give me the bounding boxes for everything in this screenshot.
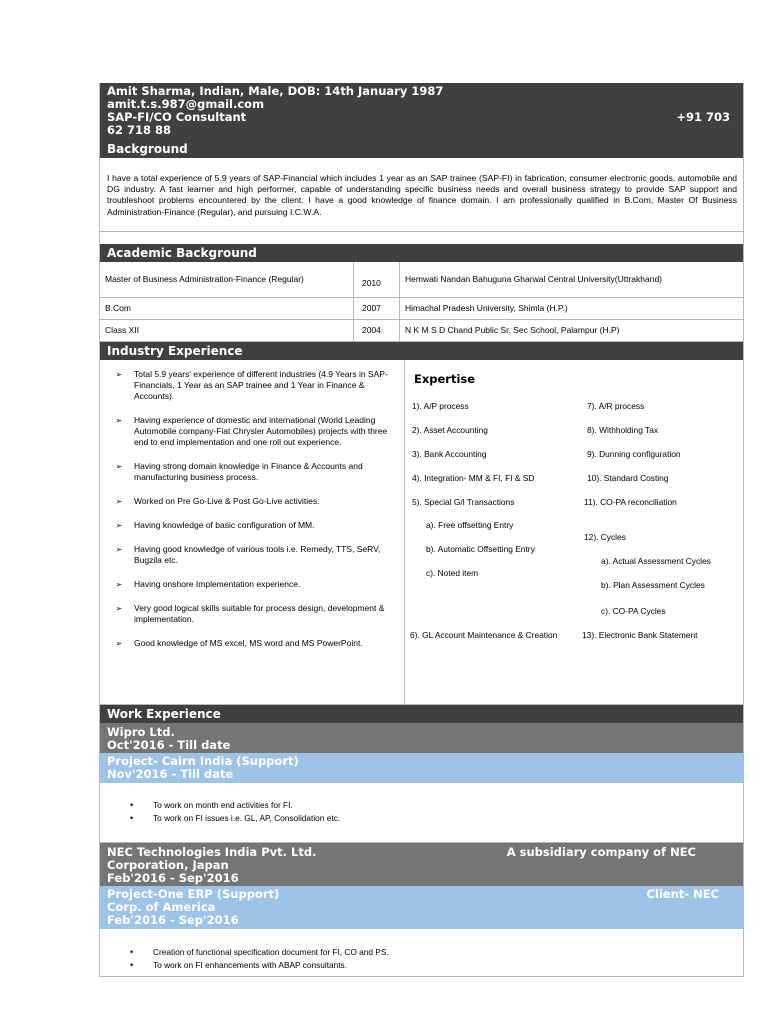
industry-bullet-item [100, 496, 404, 507]
expertise-item: 4). Integration- MM & FI, FI & SD [412, 472, 535, 483]
expertise-item: 5). Special G/l Transactions [412, 496, 515, 507]
industry-bullet-text: Having strong domain knowledge in Finance & Accounts and manufacturing business process. [134, 460, 363, 482]
resume-header [100, 83, 743, 140]
bullet-dot-icon: • [130, 959, 134, 970]
responsibility-item [130, 946, 743, 959]
role-row [107, 111, 736, 124]
industry-bullet-text: Having onshore Implementation experience. [134, 578, 301, 589]
company-subsidiary: A subsidiary company of NEC [506, 844, 696, 859]
academic-row [100, 297, 743, 319]
expertise-subitem: c). Noted item [426, 567, 479, 578]
employment-period: Oct'2016 - Till date [107, 737, 231, 752]
company-name: Wipro Ltd. [107, 724, 175, 739]
job-title: SAP-FI/CO Consultant [107, 110, 247, 124]
industry-bullet-item [100, 603, 404, 625]
responsibility-text: To work on FI enhancements with ABAP consultants. [153, 959, 348, 970]
industry-bullet-text: Worked on Pre Go-Live & Post Go-Live activities. [134, 495, 320, 506]
phone-number-part2: 62 718 88 [107, 123, 172, 137]
section-title-work: Work Experience [100, 705, 743, 723]
expertise-subitem: b). Plan Assessment Cycles [601, 579, 705, 590]
expertise-subitem: a). Actual Assessment Cycles [601, 555, 711, 566]
arrow-bullet-icon: ➢ [115, 638, 123, 648]
academic-row [100, 262, 743, 298]
academic-row [100, 319, 743, 341]
expertise-item: 2). Asset Accounting [412, 424, 488, 435]
bullet-dot-icon: • [130, 946, 134, 957]
responsibility-text: To work on month end activities for FI. [153, 799, 293, 810]
resume-document [99, 83, 744, 977]
nec-responsibilities [100, 929, 743, 976]
employment-period: Feb'2016 - Sep'2016 [107, 870, 239, 885]
personal-info: Amit Sharma, Indian, Male, DOB: 14th January 1987 [107, 84, 444, 98]
academic-year: 2007 [354, 297, 400, 319]
industry-bullet-item [100, 579, 404, 590]
project-client: Client- NEC [646, 886, 719, 901]
project-header-cairn [100, 753, 743, 783]
nec-company-row [107, 846, 736, 859]
arrow-bullet-icon: ➢ [115, 603, 123, 613]
expertise-item: 13). Electronic Bank Statement [582, 629, 698, 640]
bullet-dot-icon: • [130, 799, 134, 810]
arrow-bullet-icon: ➢ [115, 544, 123, 554]
academic-institution: Himachal Pradesh University, Shimla (H.P.) [400, 297, 744, 319]
industry-bullet-item [100, 415, 404, 448]
academic-institution: N K M S D Chand Public Sr. Sec School, Palampur (H.P) [400, 319, 744, 341]
expertise-item: 6). GL Account Maintenance & Creation [410, 629, 558, 640]
academic-table [100, 262, 743, 342]
industry-bullet-text: Total 5.9 years' experience of different industries (4.9 Years in SAP-Financials, 1 Year as an SAP trainee and 1 Year in Finance & Accounts). [134, 368, 388, 401]
responsibility-text: Creation of functional specification document for FI, CO and PS. [153, 946, 389, 957]
expertise-subitem: c). CO-PA Cycles [601, 605, 666, 616]
arrow-bullet-icon: ➢ [115, 496, 123, 506]
industry-bullet-item [100, 369, 404, 402]
section-title-industry: Industry Experience [100, 342, 743, 360]
expertise-item: 11). CO-PA reconciliation [584, 496, 677, 507]
company-name-cont: Corporation, Japan [107, 857, 229, 872]
project-name: Project-One ERP (Support) [107, 886, 280, 901]
responsibility-text: To work on FI issues i.e. GL, AP, Consolidation etc. [153, 812, 341, 823]
company-name: NEC Technologies India Pvt. Ltd. [107, 844, 317, 859]
industry-bullet-text: Good knowledge of MS excel, MS word and MS PowerPoint. [134, 637, 363, 648]
industry-bullet-item [100, 638, 404, 649]
arrow-bullet-icon: ➢ [115, 461, 123, 471]
arrow-bullet-icon: ➢ [115, 579, 123, 589]
industry-bullet-text: Having knowledge of basic configuration of MM. [134, 519, 315, 530]
arrow-bullet-icon: ➢ [115, 369, 123, 379]
expertise-title: Expertise [414, 371, 476, 386]
expertise-item: 10). Standard Costing [587, 472, 669, 483]
section-title-academic: Academic Background [100, 244, 743, 262]
academic-degree: Master of Business Administration-Finance (Regular) [100, 262, 354, 298]
industry-bullet-item [100, 461, 404, 483]
academic-year: 2004 [354, 319, 400, 341]
responsibility-item [130, 812, 743, 825]
industry-bullets [100, 360, 405, 704]
expertise-item: 9). Dunning configuration [587, 448, 681, 459]
company-header-wipro [100, 723, 743, 753]
expertise-subitem: b). Automatic Offsetting Entry [426, 543, 535, 554]
responsibility-item [130, 959, 743, 972]
section-title-background: Background [100, 140, 743, 158]
industry-bullet-item [100, 520, 404, 531]
academic-year: 2010 [354, 262, 400, 298]
responsibility-item [130, 799, 743, 812]
academic-degree: B.Com [100, 297, 354, 319]
academic-institution: Hemwati Nandan Bahuguna Gharwal Central University(Uttrakhand) [400, 262, 744, 298]
company-header-nec [100, 842, 743, 886]
nec-project-row [107, 888, 736, 901]
bullet-dot-icon: • [130, 812, 134, 823]
project-header-one-erp [100, 886, 743, 929]
academic-degree: Class XII [100, 319, 354, 341]
expertise-item: 8). Withholding Tax [587, 424, 659, 435]
expertise-subitem: a). Free offsetting Entry [426, 519, 514, 530]
email-address: amit.t.s.987@gmail.com [107, 97, 265, 111]
arrow-bullet-icon: ➢ [115, 520, 123, 530]
phone-number-part1: +91 703 [676, 110, 730, 124]
project-period: Feb'2016 - Sep'2016 [107, 912, 239, 927]
industry-bullet-item [100, 544, 404, 566]
expertise-panel [405, 360, 743, 704]
wipro-responsibilities [100, 783, 743, 842]
industry-experience [100, 360, 743, 705]
expertise-item: 3). Bank Accounting [412, 448, 487, 459]
industry-bullet-text: Having good knowledge of various tools i.e. Remedy, TTS, SeRV, Bugzila etc. [134, 543, 381, 565]
project-name-cont: Corp. of America [107, 899, 216, 914]
project-name: Project- Cairn India (Support) [107, 753, 299, 768]
project-period: Nov'2016 - Till date [107, 766, 234, 781]
expertise-item: 1). A/P process [412, 400, 469, 411]
expertise-item: 7). A/R process [587, 400, 645, 411]
industry-bullet-text: Having experience of domestic and international (World Leading Automobile company-Fiat Chrysler Automobiles) projects with three end to end implementation and one roll out experience. [134, 414, 388, 447]
expertise-item: 12). Cycles [584, 531, 626, 542]
arrow-bullet-icon: ➢ [115, 415, 123, 425]
background-summary: I have a total experience of 5.9 years of SAP-Financial which includes 1 year as an SAP trainee (SAP-FI) in fabrication, consumer electronic goods, automobile and DG industry. A fast learner and high performer, capable of understanding specific business needs and overall business strategy to provide SAP support and troubleshoot problems encountered by the client. I have a good knowledge of finance domain. I am professionally qualified in B.Com, Master Of Business Administration-Finance (Regular), and pursuing I.C.W.A. [100, 158, 743, 232]
industry-bullet-text: Very good logical skills suitable for process design, development & implementation. [134, 602, 385, 624]
